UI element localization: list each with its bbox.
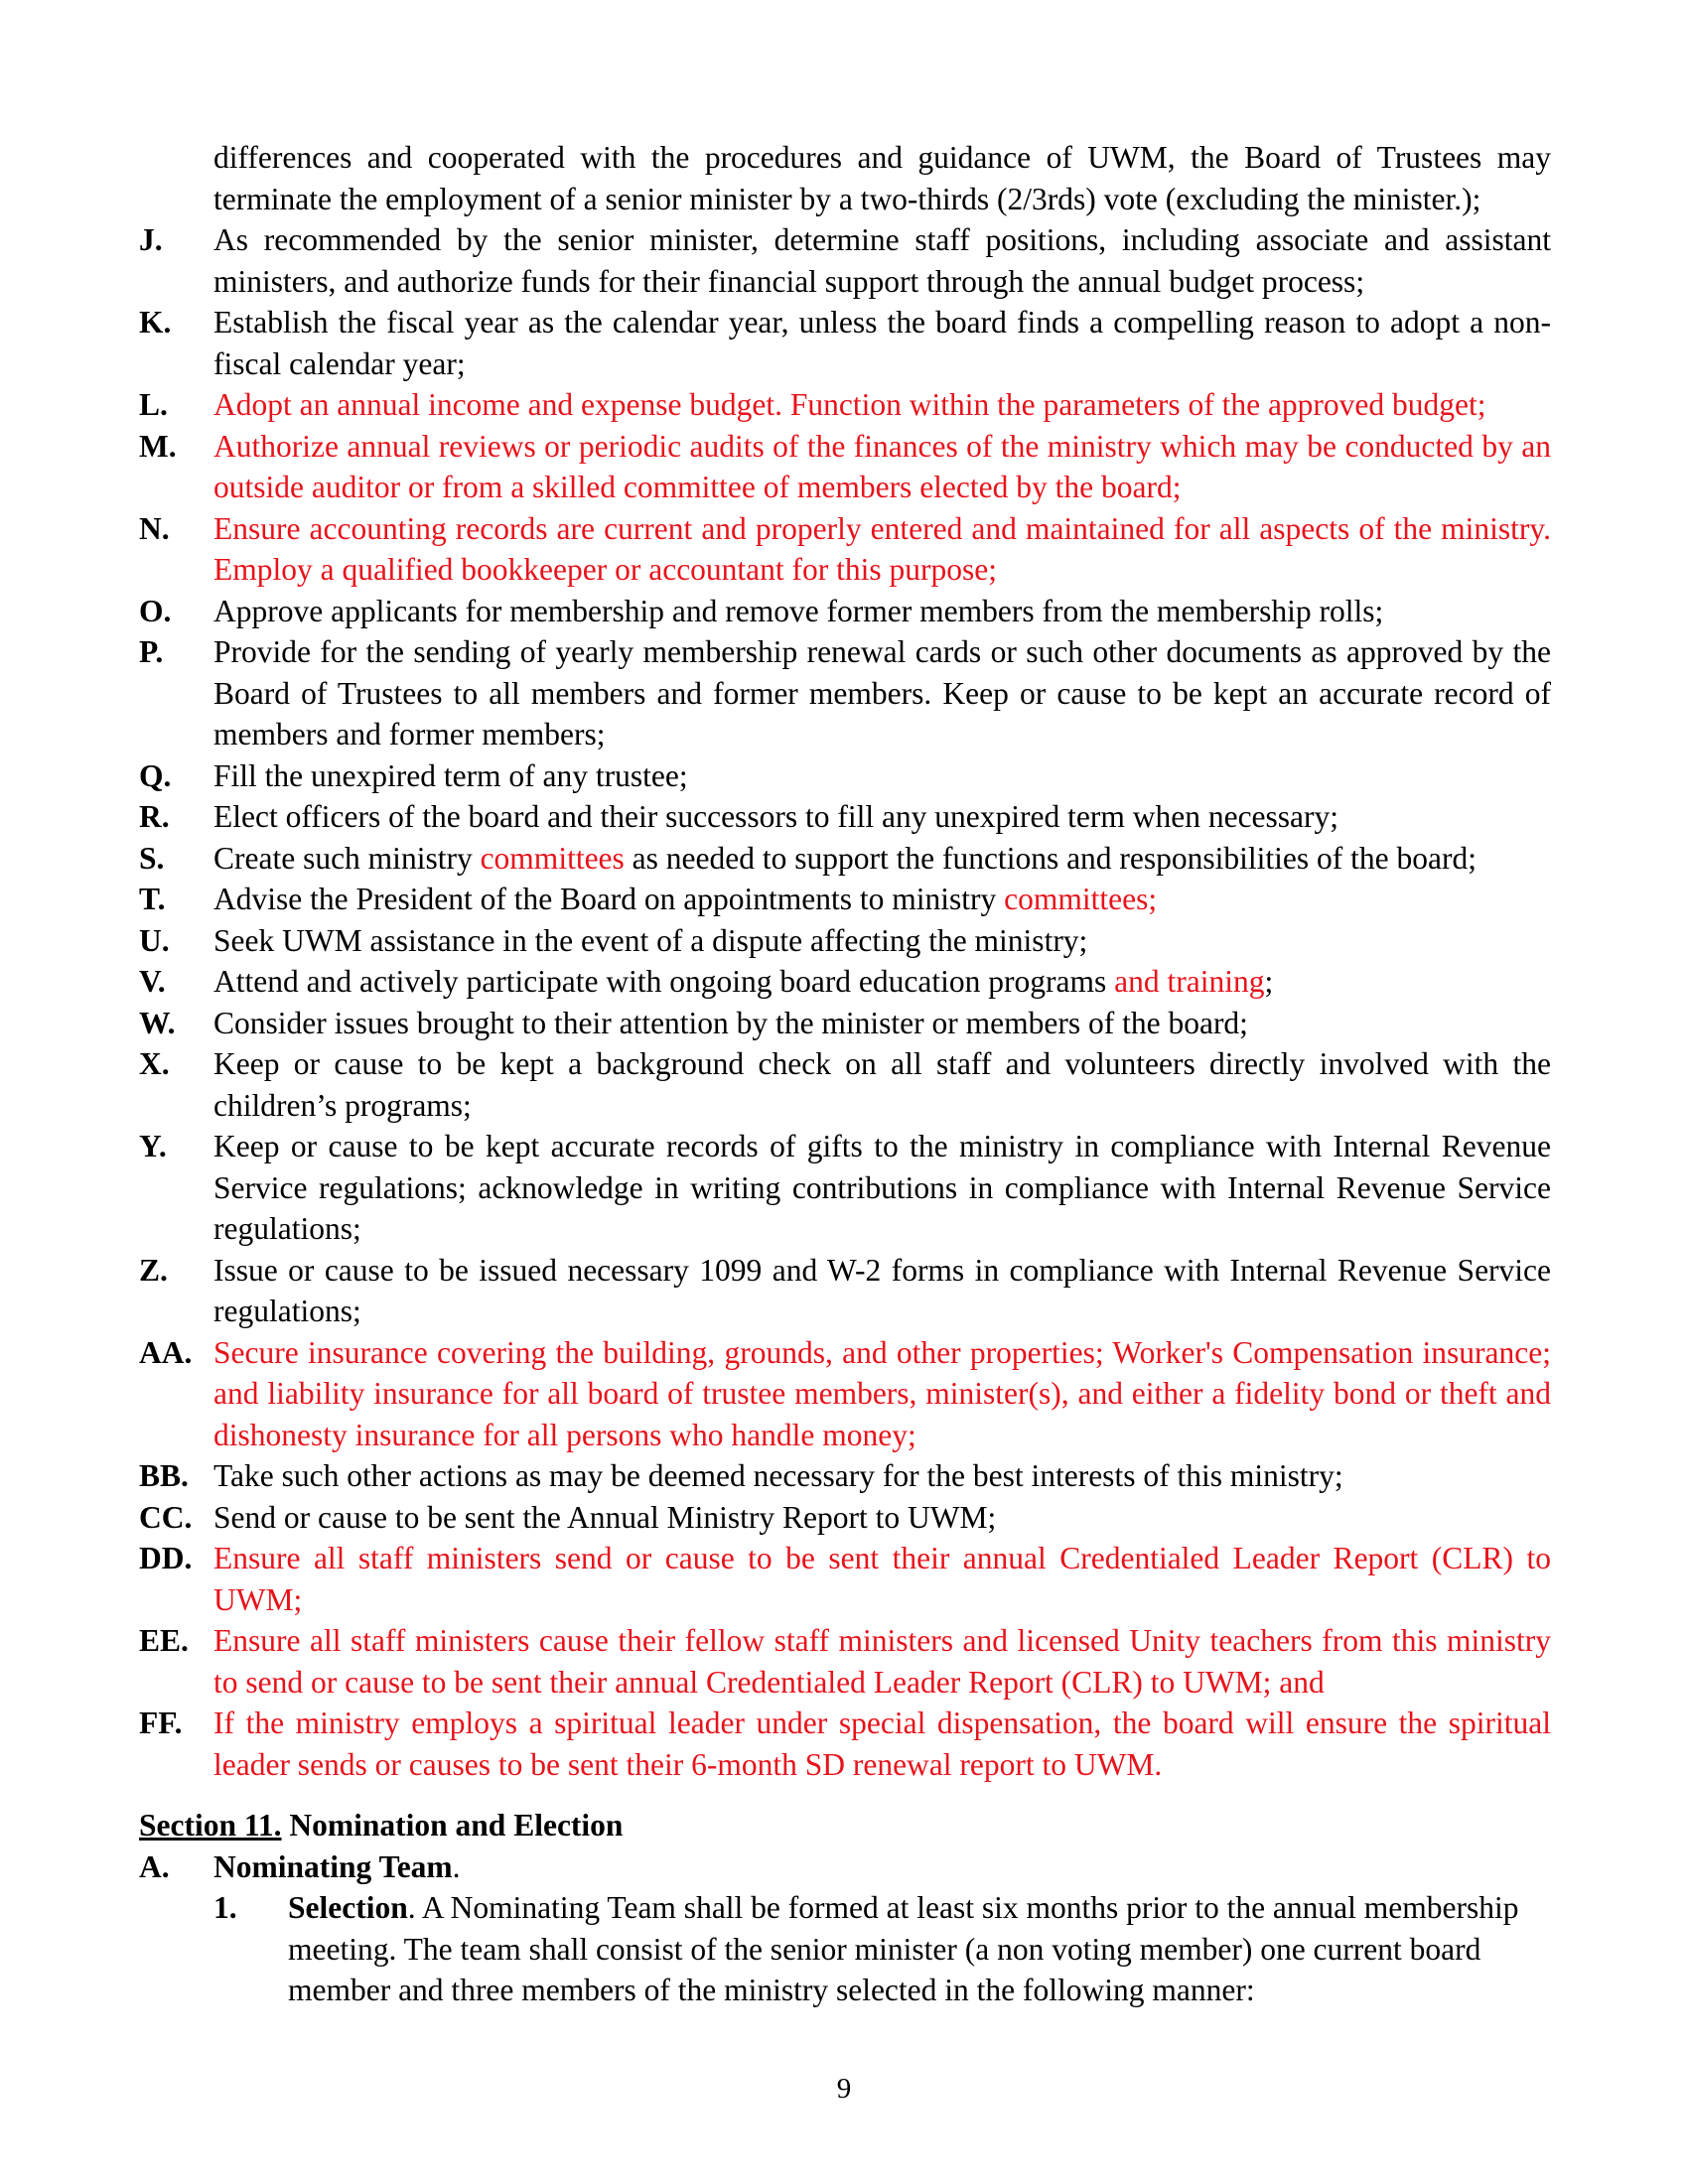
item-label: Q.: [139, 757, 172, 793]
text-segment: Provide for the sending of yearly membership renewal cards or such other documents as approved by the Board of Trustees to all members and former members. Keep or cause to be kept an accurate record of members and former members;: [213, 634, 1551, 751]
item-label: U.: [139, 922, 170, 958]
text-segment: Consider issues brought to their attention by the minister or members of the board;: [213, 1005, 1248, 1040]
item-text: [213, 302, 1551, 384]
item-text: [213, 961, 1551, 1003]
text-segment: As recommended by the senior minister, determine staff positions, including associate and assistant ministers, and authorize funds for their financial support through the annual budget process;: [213, 222, 1551, 299]
text-segment: Keep or cause to be kept accurate records of gifts to the ministry in compliance with Internal Revenue Service regulations; acknowledge in writing contributions in compliance with Internal Revenue Service regulations;: [213, 1129, 1551, 1246]
subsection-a: [139, 1846, 1551, 1888]
list-item: [139, 384, 1551, 426]
item-text: [213, 920, 1551, 962]
item-text: [213, 1332, 1551, 1456]
item-number: 1.: [213, 1890, 237, 1925]
item-text: [213, 426, 1551, 508]
item-label: V.: [139, 964, 166, 999]
text-segment: Create such ministry: [213, 840, 481, 876]
item-label: FF.: [139, 1706, 183, 1740]
item-text: [213, 1703, 1551, 1785]
item-label: CC.: [139, 1499, 193, 1535]
list-item: [139, 1250, 1551, 1332]
item-label: W.: [139, 1005, 176, 1040]
list-item: [139, 1703, 1551, 1785]
item-label: X.: [139, 1046, 170, 1081]
item-label: L.: [139, 387, 168, 422]
highlighted-text: committees;: [1004, 882, 1158, 916]
text-segment: Advise the President of the Board on appointments to ministry: [213, 882, 1005, 916]
highlighted-text: Adopt an annual income and expense budget. Function within the parameters of the approved budget;: [213, 387, 1486, 422]
list-item: [139, 1003, 1551, 1044]
subsection-period: .: [452, 1848, 461, 1884]
item-text: [213, 219, 1551, 302]
item-text: . A Nominating Team shall be formed at least six months prior to the annual membership meeting. The team shall consist of the senior minister (a non voting member) one current board member and three members of the ministry selected in the following manner:: [288, 1890, 1519, 2007]
item-text: [213, 508, 1551, 591]
intro-paragraph: differences and cooperated with the procedures and guidance of UWM, the Board of Trustees may terminate the employment of a senior minister by a two-thirds (2/3rds) vote (excluding the minister.);: [213, 140, 1551, 216]
item-text: [213, 631, 1551, 755]
item-text: [213, 1620, 1551, 1703]
highlighted-text: Secure insurance covering the building, grounds, and other properties; Worker's Compensation insurance; and liability insurance for all board of trustee members, minister(s), and either a fidelity bond or theft and dishonesty insurance for all persons who handle money;: [213, 1334, 1551, 1452]
item-label: Z.: [139, 1252, 168, 1288]
item-label: K.: [139, 305, 172, 340]
item-label: O.: [139, 593, 172, 628]
item-label: S.: [139, 840, 165, 876]
item-text: [213, 1043, 1551, 1126]
item-label: T.: [139, 882, 166, 916]
highlighted-text: If the ministry employs a spiritual leader under special dispensation, the board will ensure the spiritual leader sends or causes to be sent their 6-month SD renewal report to UWM.: [213, 1706, 1551, 1782]
highlighted-text: committees: [480, 840, 625, 876]
list-item: [139, 920, 1551, 962]
highlighted-text: and training: [1114, 964, 1265, 999]
highlighted-text: Authorize annual reviews or periodic audits of the finances of the ministry which may be conducted by an outside auditor or from a skilled committee of members elected by the board;: [213, 428, 1551, 504]
text-segment: Fill the unexpired term of any trustee;: [213, 757, 688, 793]
item-label: DD.: [139, 1541, 193, 1575]
item-label: N.: [139, 510, 170, 546]
item-text: [213, 1126, 1551, 1250]
subsection-item-1: [213, 1887, 1551, 2011]
item-label: EE.: [139, 1623, 189, 1658]
text-segment: Keep or cause to be kept a background check on all staff and volunteers directly involved with the children’s programs;: [213, 1046, 1551, 1123]
item-text: [213, 838, 1551, 880]
highlighted-text: Ensure all staff ministers cause their fellow staff ministers and licensed Unity teachers from this ministry to send or cause to be sent their annual Credentialed Leader Report (CLR) to UWM; and: [213, 1623, 1551, 1700]
item-text: [213, 1250, 1551, 1332]
item-text: [213, 755, 1551, 797]
text-segment: Seek UWM assistance in the event of a dispute affecting the ministry;: [213, 922, 1088, 958]
list-item: [139, 1620, 1551, 1703]
item-label: M.: [139, 428, 177, 464]
list-item: [139, 1455, 1551, 1497]
list-item: [139, 879, 1551, 920]
item-text: [213, 591, 1551, 632]
item-label: BB.: [139, 1458, 189, 1493]
subsection-title: Nominating Team: [213, 1848, 453, 1884]
list-item: [139, 838, 1551, 880]
item-label: AA.: [139, 1334, 193, 1370]
text-segment: Issue or cause to be issued necessary 1099 and W-2 forms in compliance with Internal Revenue Service regulations;: [213, 1252, 1551, 1328]
item-label: P.: [139, 634, 164, 669]
list-item: [139, 1332, 1551, 1456]
section-title: Nomination and Election: [281, 1808, 624, 1843]
list-item: [139, 1043, 1551, 1126]
item-text: [213, 796, 1551, 838]
list-item: [139, 796, 1551, 838]
list-item: [139, 961, 1551, 1003]
item-text: [213, 1497, 1551, 1539]
list-item: [139, 219, 1551, 302]
page-number: 9: [836, 2073, 852, 2105]
item-text: [213, 384, 1551, 426]
page-content: [139, 137, 1551, 2011]
item-label: Y.: [139, 1129, 167, 1163]
list-item: [139, 1497, 1551, 1539]
highlighted-text: Ensure all staff ministers send or cause to be sent their annual Credentialed Leader Report (CLR) to UWM;: [213, 1541, 1551, 1617]
text-segment: Approve applicants for membership and remove former members from the membership rolls;: [213, 593, 1384, 628]
section-number: Section 11.: [139, 1808, 282, 1843]
text-segment: Attend and actively participate with ongoing board education programs: [213, 964, 1115, 999]
text-segment: Send or cause to be sent the Annual Ministry Report to UWM;: [213, 1499, 997, 1535]
list-item: [139, 631, 1551, 755]
list-item: [139, 591, 1551, 632]
item-text: [213, 879, 1551, 920]
item-text: [213, 1538, 1551, 1620]
item-text: [213, 1003, 1551, 1044]
text-segment: Establish the fiscal year as the calendar year, unless the board finds a compelling reason to adopt a non-fiscal calendar year;: [213, 305, 1551, 381]
item-title: Selection: [288, 1890, 408, 1925]
list-item: [139, 755, 1551, 797]
text-segment: Elect officers of the board and their successors to fill any unexpired term when necessary;: [213, 799, 1339, 834]
item-text: [213, 1455, 1551, 1497]
subsection-label: A.: [139, 1848, 170, 1884]
responsibilities-list: [139, 219, 1551, 1785]
item-label: J.: [139, 222, 163, 257]
text-segment: ;: [1264, 964, 1274, 999]
list-item: [139, 426, 1551, 508]
section-heading: [139, 1805, 1551, 1846]
list-item: [139, 1538, 1551, 1620]
text-segment: as needed to support the functions and responsibilities of the board;: [624, 840, 1477, 876]
text-segment: Take such other actions as may be deemed necessary for the best interests of this ministry;: [213, 1458, 1343, 1493]
list-item: [139, 302, 1551, 384]
highlighted-text: Ensure accounting records are current and properly entered and maintained for all aspects of the ministry. Employ a qualified bookkeeper or accountant for this purpose;: [213, 510, 1551, 587]
item-label: R.: [139, 799, 170, 834]
list-item: [139, 1126, 1551, 1250]
list-item: [139, 508, 1551, 591]
